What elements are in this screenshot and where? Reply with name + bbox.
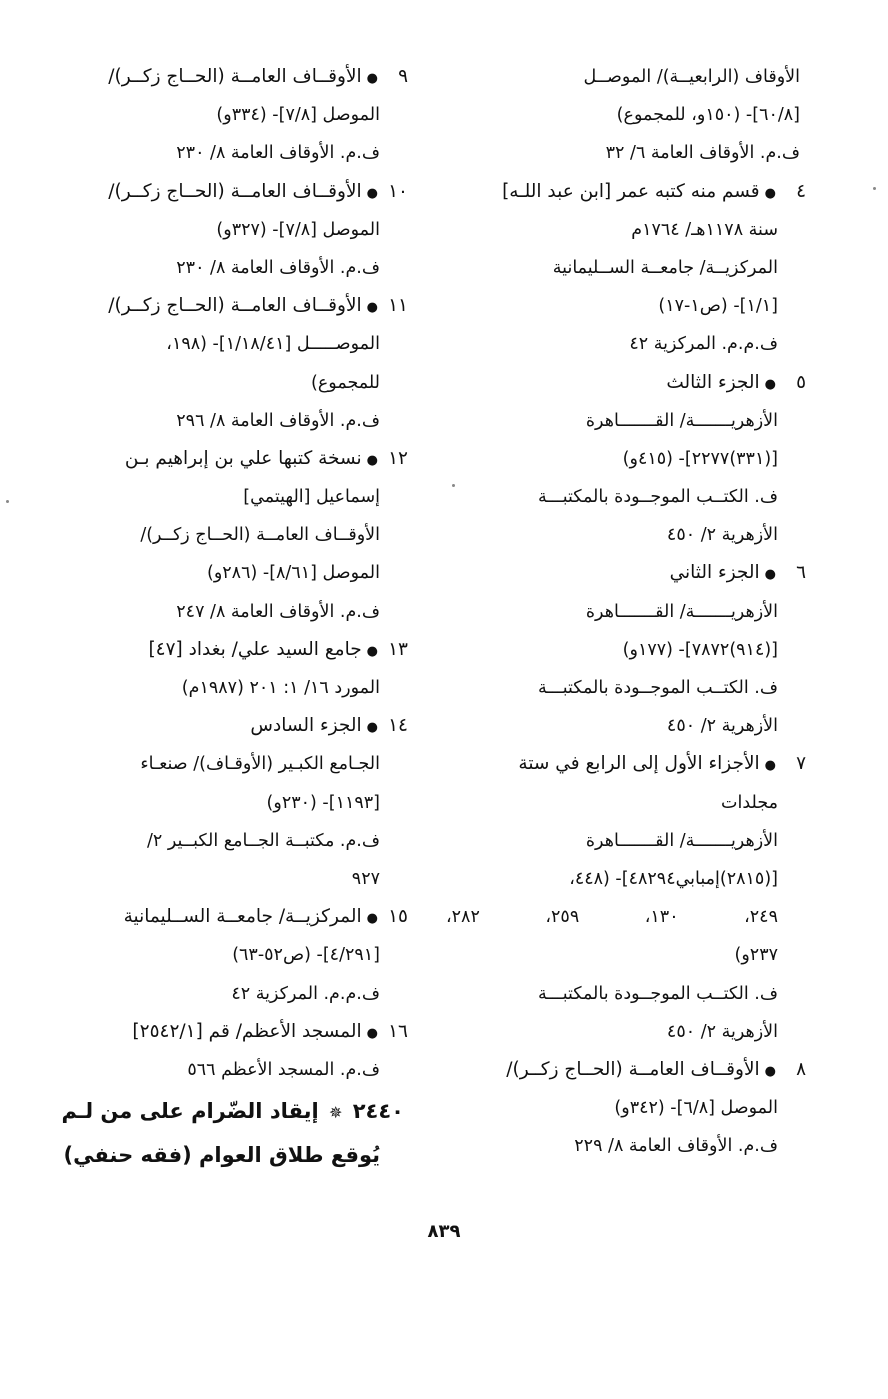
entry-line: سنة ١١٧٨هـ/ ١٧٦٤م (631, 219, 778, 240)
item-number: ١٢ (388, 447, 408, 469)
item-text: الأوقــاف العامــة (الحــاج زكــر)/ (108, 66, 362, 87)
bullet-icon: ● (366, 643, 378, 659)
item-number: ٧ (796, 753, 806, 775)
entry-line: مجلدات (721, 792, 778, 813)
entry-line: الموصل [٨/٦١]- (٢٨٦و) (207, 563, 380, 584)
entry-line: [(٩١٤)٧٨٧٢]- (١٧٧و) (622, 639, 778, 660)
entry-line: الأزهرية ٢/ ٤٥٠ (666, 716, 778, 737)
entry-line: الأزهريـــــــة/ القـــــــاهرة (585, 830, 778, 851)
item-text: الأوقــاف العامــة (الحــاج زكــر)/ (108, 295, 362, 317)
entry-line: ٢٣٧و) (734, 945, 778, 966)
left-column-lines (58, 58, 408, 1089)
entry-line: الموصل [٧/٨]- (٣٣٤و) (216, 105, 380, 126)
entry-line: الموصـــــل [١/١٨/٤١]- (١٩٨، (166, 334, 380, 355)
entry-line: الأزهريـــــــة/ القـــــــاهرة (585, 410, 778, 431)
bullet-icon: ● (366, 720, 378, 736)
right-column (446, 58, 806, 1165)
entry-line: ف.م. مكتبــة الجــامع الكبــير ٢/ (147, 830, 380, 851)
entry-line: [١١٩٣]- (٢٣٠و) (266, 792, 380, 813)
item-text: الأوقــاف العامــة (الحــاج زكــر)/ (108, 180, 362, 202)
entry-line: ف.م. الأوقاف العامة ٦/ ٣٢ (605, 143, 800, 164)
item-text: الجزء السادس (250, 715, 362, 737)
entry-item (58, 1013, 408, 1051)
entry-line: ف. الكتــب الموجــودة بالمكتبـــة (537, 983, 778, 1004)
entry-line: ف. الكتــب الموجــودة بالمكتبـــة (537, 487, 778, 508)
item-number: ٨ (796, 1058, 806, 1080)
entry-line: الأزهريـــــــة/ القـــــــاهرة (585, 601, 778, 622)
item-number: ١١ (388, 295, 408, 317)
scan-speck (873, 187, 876, 190)
scan-speck (6, 500, 9, 503)
left-column (58, 58, 408, 1177)
entry-item (58, 707, 408, 745)
entry-heading-line1 (58, 1089, 408, 1133)
entry-line: الأوقــاف العامــة (الحــاج زكــر)/ (140, 525, 380, 546)
entry-item (446, 745, 806, 783)
entry-line: [(٢٨١٥)إمبابي٤٨٢٩٤]- (٤٤٨، (569, 868, 778, 889)
item-number: ٥ (796, 371, 806, 393)
item-number: ٤ (796, 180, 806, 202)
entry-item (446, 364, 806, 402)
entry-item (58, 287, 408, 325)
bullet-icon: ● (366, 300, 378, 316)
entry-item (58, 58, 408, 96)
entry-line: [٦٠/٨]- (١٥٠و، للمجموع) (616, 105, 800, 126)
scan-speck (452, 484, 455, 487)
bullet-icon: ● (366, 1025, 378, 1041)
entry-line: الأوقاف (الرابعيــة)/ الموصــل (583, 67, 800, 87)
item-number: ٦ (796, 562, 806, 584)
entry-item (58, 631, 408, 669)
entry-heading-title: إيقاد الضّرام على من لـم (61, 1099, 319, 1124)
entry-line: ف.م. الأوقاف العامة ٨/ ٢٤٧ (176, 601, 380, 622)
item-text: جامع السيد علي/ بغداد [٤٧] (148, 638, 362, 660)
entry-line: ٢٤٩، ١٣٠، ٢٥٩، ٢٨٢، (446, 907, 778, 928)
item-number: ١٦ (388, 1020, 408, 1042)
bullet-icon: ● (764, 758, 776, 774)
page-number: ٨٣٩ (427, 1221, 461, 1242)
entry-heading-marker: ✵ (329, 1103, 343, 1123)
bullet-icon: ● (764, 567, 776, 583)
entry-line: ف.م. الأوقاف العامة ٨/ ٢٣٠ (176, 257, 380, 278)
item-text: الجزء الثالث (666, 371, 760, 393)
item-number: ٩ (398, 66, 408, 87)
entry-item (446, 173, 806, 211)
entry-line: للمجموع) (311, 372, 380, 393)
entry-line: ف.م.م. المركزية ٤٢ (231, 983, 380, 1004)
bullet-icon: ● (764, 1063, 776, 1079)
item-text: الجزء الثاني (669, 562, 760, 584)
item-text: المركزيــة/ جامعــة الســليمانية (123, 906, 362, 928)
entry-line: ف.م. الأوقاف العامة ٨/ ٢٩٦ (176, 410, 380, 431)
entry-heading-number: ٢٤٤٠ (352, 1099, 404, 1124)
entry-line: إسماعيل [الهيتمي] (243, 487, 380, 508)
entry-line: ف.م. الأوقاف العامة ٨/ ٢٣٠ (176, 143, 380, 164)
entry-line: الموصل [٧/٨]- (٣٢٧و) (216, 219, 380, 240)
entry-line: [٤/٢٩١]- (ص٥٢-٦٣) (232, 945, 380, 966)
entry-line: الأزهرية ٢/ ٤٥٠ (666, 1021, 778, 1042)
entry-item (446, 1051, 806, 1089)
bullet-icon: ● (764, 376, 776, 392)
item-number: ١٥ (388, 906, 408, 928)
entry-line: الجـامع الكبـير (الأوقـاف)/ صنعـاء (140, 754, 380, 775)
bullet-icon: ● (366, 452, 378, 468)
entry-item (446, 554, 806, 592)
entry-item (58, 440, 408, 478)
entry-line: الموصل [٦/٨]- (٣٤٢و) (614, 1098, 778, 1119)
entry-item (58, 898, 408, 936)
entry-line: ف.م. الأوقاف العامة ٨/ ٢٢٩ (574, 1136, 778, 1157)
bullet-icon: ● (366, 911, 378, 927)
entry-line: [١/١]- (ص١-١٧) (658, 296, 778, 317)
entry-item (58, 173, 408, 211)
item-text: قسم منه كتبه عمر [ابن عبد اللـه] (502, 180, 760, 202)
entry-line: ف.م.م. المركزية ٤٢ (629, 334, 778, 355)
entry-line: ٩٢٧ (351, 868, 380, 889)
bullet-icon: ● (764, 185, 776, 201)
item-text: نسخة كتبها علي بن إبراهيم بـن (124, 447, 362, 469)
entry-line: ف.م. المسجد الأعظم ٥٦٦ (187, 1059, 380, 1080)
entry-line: ف. الكتــب الموجــودة بالمكتبـــة (537, 678, 778, 698)
entry-line: المورد ١٦/ ١: ٢٠١ (١٩٨٧م) (181, 678, 380, 698)
item-text: الأجزاء الأول إلى الرابع في ستة (518, 753, 760, 775)
bullet-icon: ● (366, 185, 378, 201)
entry-heading-line2: يُوقع طلاق العوام (فقه حنفي) (63, 1143, 380, 1168)
item-text: المسجد الأعظم/ قم [٢٥٤٢/١] (132, 1020, 362, 1042)
item-text: الأوقــاف العامــة (الحــاج زكــر)/ (506, 1058, 760, 1080)
entry-line: الأزهرية ٢/ ٤٥٠ (666, 525, 778, 546)
entry-line: المركزيــة/ جامعــة الســليمانية (552, 257, 778, 278)
item-number: ١٠ (388, 180, 408, 202)
bullet-icon: ● (366, 71, 378, 86)
item-number: ١٣ (388, 638, 408, 660)
item-number: ١٤ (388, 715, 408, 737)
entry-line: [(٣٣١)٢٢٧٧]- (٤١٥و) (622, 448, 778, 469)
